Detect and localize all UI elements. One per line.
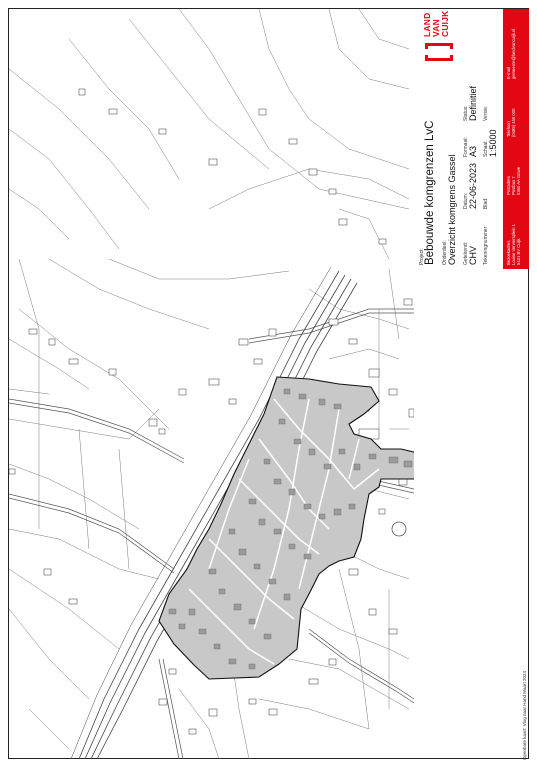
- map-canvas: [9, 9, 414, 759]
- getekend-value: CHV: [468, 245, 478, 265]
- map-credit: [522, 670, 530, 760]
- title-block-white: [415, 9, 503, 269]
- schaal-label: Schaal:: [483, 140, 489, 157]
- formaat-label: Formaat:: [463, 136, 469, 157]
- logo-bracket-left: [425, 55, 453, 61]
- status-label: Status:: [463, 105, 469, 121]
- project-value: Bebouwde komgrenzen LvC: [424, 120, 436, 265]
- title-block: [415, 9, 529, 269]
- onderdeel-value: Overzicht komgrens Gassel: [447, 154, 457, 265]
- logo-bracket-right: [425, 43, 453, 49]
- footer-bezoekadres: Bezoekadres Louise Verwersplein 1 5431 BV Cuijk: [506, 224, 521, 265]
- footer-telefoon: Telefoon (0485) 450 000: [506, 108, 516, 137]
- getekend-label: Getekend:: [463, 241, 469, 265]
- footer-postadres: Postadres Postbus 7 5360 AA Grave: [506, 166, 521, 195]
- roundabout: [392, 522, 406, 536]
- title-block-footer: [503, 9, 529, 269]
- footer-email: E-mail gemeente@landvancuijk.nl: [506, 28, 516, 79]
- map-credit-text: Openbare kaart: Vlog naar Hand Maart 2024: [522, 670, 527, 760]
- status-value: Definitief: [468, 85, 478, 121]
- onderdeel-label: Onderdeel:: [442, 240, 448, 265]
- komgrens-area: [159, 377, 414, 679]
- versie-label: Versie:: [483, 105, 489, 121]
- blad-label: Blad:: [483, 197, 489, 209]
- project-label: Project:: [419, 248, 425, 265]
- formaat-value: A3: [468, 145, 478, 157]
- land-van-cuijk-logo: [419, 10, 459, 61]
- tekeningnummer-label: Tekeningnummer:: [483, 225, 489, 265]
- logo-text: LAND VAN CUIJK: [422, 10, 450, 37]
- datum-value: 22-06-2023: [468, 162, 478, 209]
- schaal-value: 1:5000: [488, 129, 498, 157]
- datum-label: Datum:: [463, 192, 469, 209]
